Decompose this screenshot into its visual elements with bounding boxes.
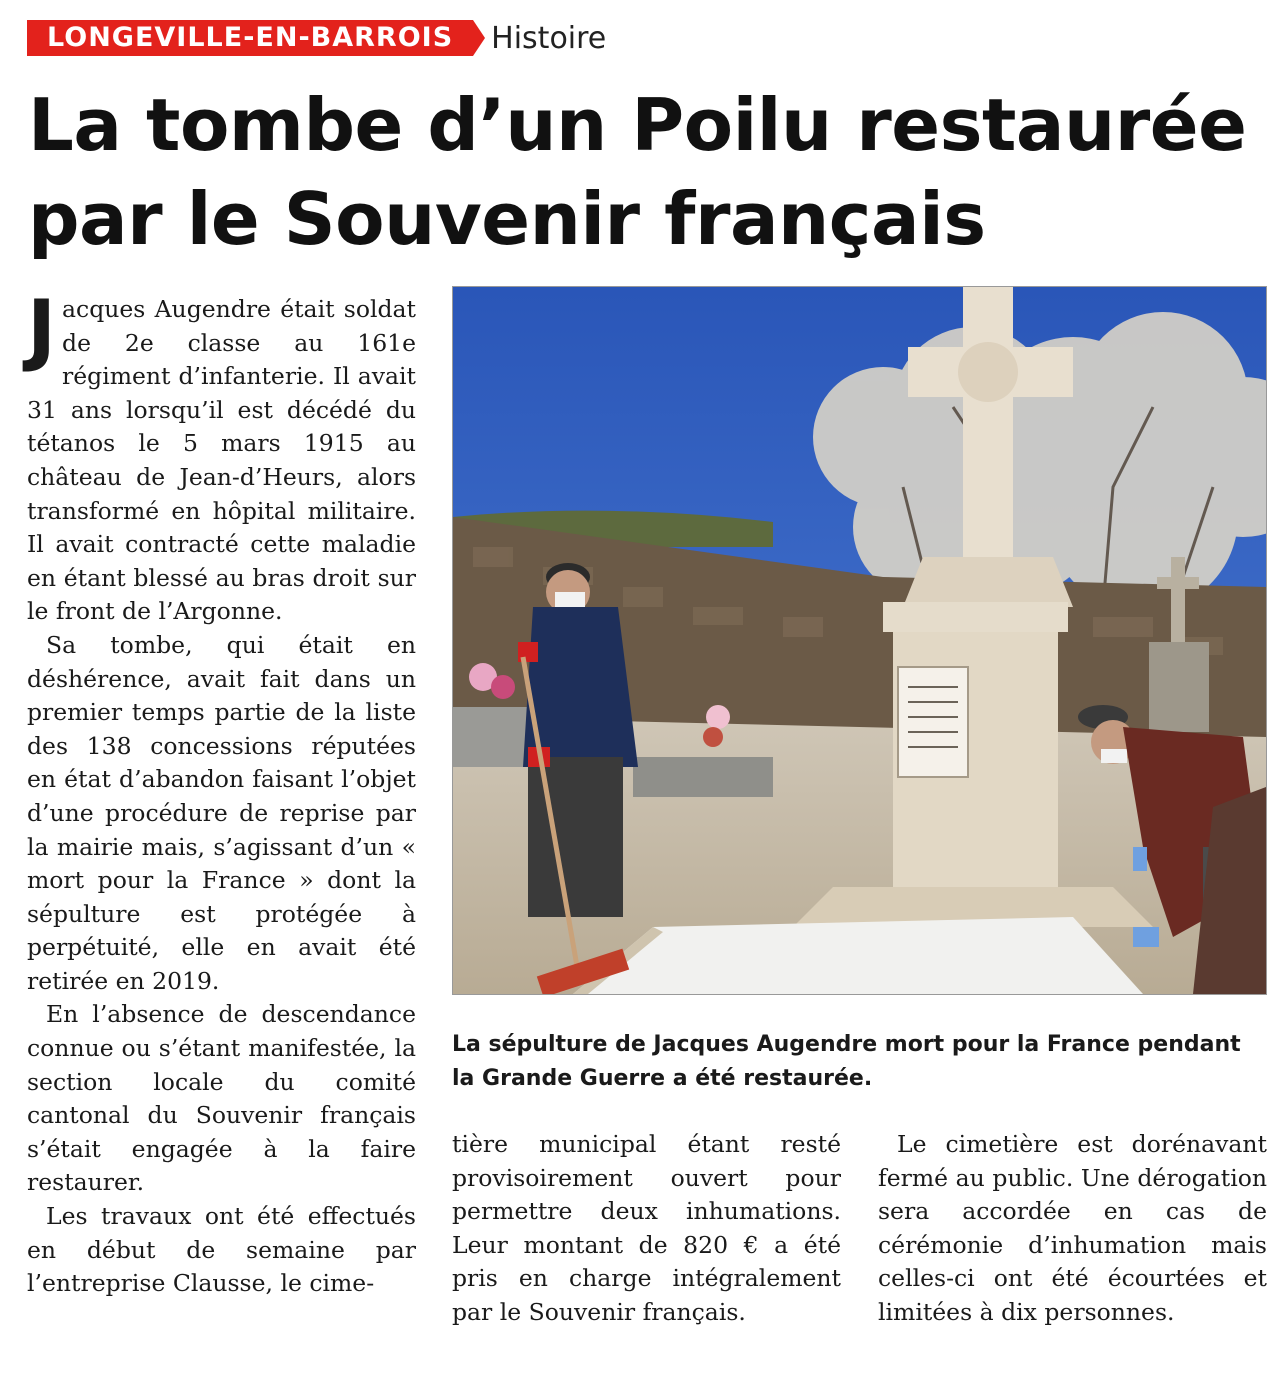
paragraph-1-text: acques Augendre était soldat de 2e classe au 161e régiment d’infanterie. Il avait 31 ans lorsqu’il est décédé du tétanos le 5 mars 1915 au château de Jean-d’Heurs, alors transformé en hôpital militaire. Il avait contracté cette maladie en étant blessé au bras droit sur le front de l’Argonne. [27, 295, 416, 626]
paragraph-5: Le cimetière est dorénavant fermé au public. Une dérogation sera accordée en cas de cérémonie d’inhumation mais celles-ci ont été écourtées et limitées à dix personnes. [878, 1130, 1267, 1326]
dropcap: J [27, 285, 57, 375]
headline: La tombe d’un Poilu restaurée par le Souvenir français [28, 83, 1247, 261]
location-tag: LONGEVILLE-EN-BARROIS [27, 20, 473, 56]
paragraph-3: En l’absence de descendance connue ou s’étant manifestée, la section locale du comité cantonal du Souvenir français s’était engagée à la faire restaurer. [27, 1000, 416, 1197]
cemetery-photo [452, 286, 1267, 995]
article-column-1 [27, 285, 416, 1301]
rubric-label: Histoire [491, 20, 607, 56]
paragraph-1 [27, 285, 416, 629]
article-column-3 [878, 1128, 1267, 1330]
grave-restoration-image [453, 287, 1266, 994]
paragraph-2: Sa tombe, qui était en déshérence, avait fait dans un premier temps partie de la liste des 138 concessions réputées en état d’abandon faisant l’objet d’une procédure de reprise par la mairie mais, s’agissant d’un « mort pour la France » dont la sépulture est protégée à perpétuité, elle en avait été retirée en 2019. [27, 630, 416, 995]
article-column-2 [452, 1128, 841, 1330]
paragraph-4-part-1: Les travaux ont été effectués en début de semaine par l’entreprise Clausse, le cime- [27, 1202, 416, 1298]
photo-caption: La sépulture de Jacques Augendre mort pour la France pendant la Grande Guerre a été restaurée. [452, 1032, 1241, 1091]
kicker [27, 18, 606, 58]
paragraph-4-part-2: tière municipal étant resté provisoirement ouvert pour permettre deux inhumations. Leur montant de 820 € a été pris en charge intégralement par le Souvenir français. [452, 1130, 841, 1326]
